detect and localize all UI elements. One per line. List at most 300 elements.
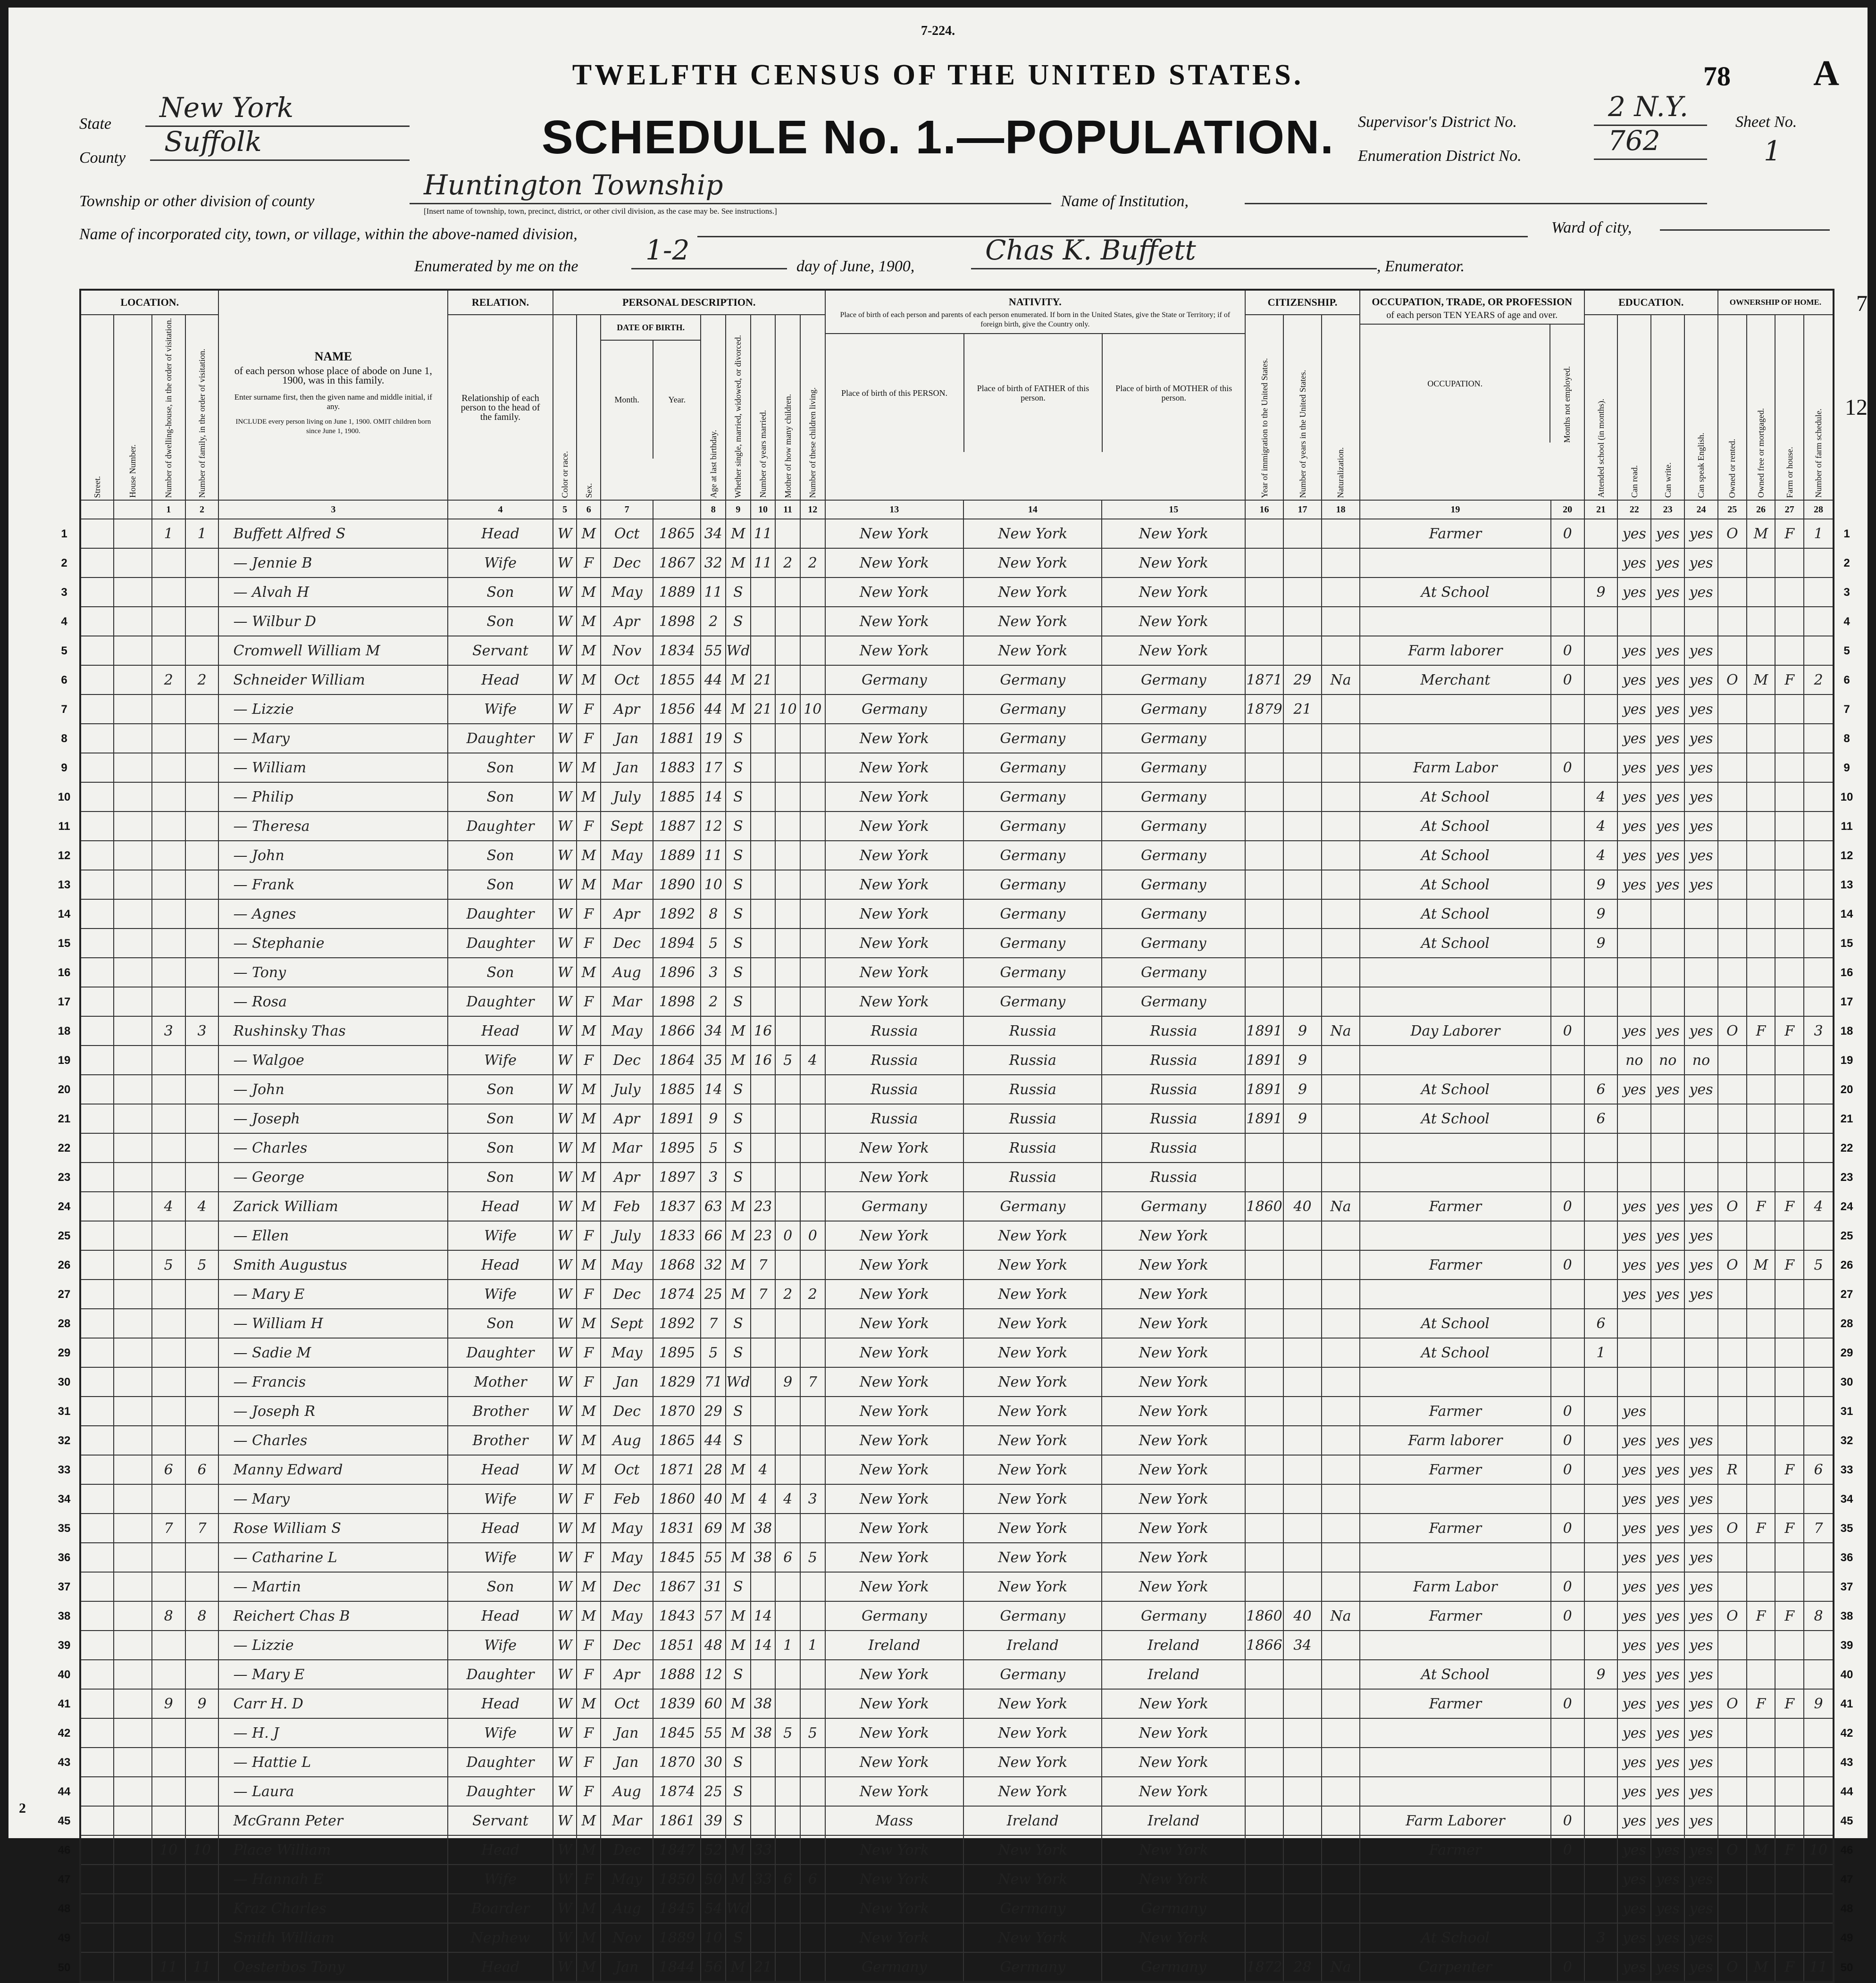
owned-rented-cell — [1718, 1806, 1747, 1835]
dwelling-cell: 4 — [152, 1192, 185, 1221]
birth-month-cell: Oct — [601, 1455, 653, 1484]
relation-cell: Daughter — [448, 987, 553, 1016]
age-cell: 25 — [701, 1280, 726, 1309]
census-row — [80, 1865, 1834, 1894]
name-cell: — Joseph — [218, 1104, 448, 1133]
speak-english-cell: yes — [1684, 1952, 1718, 1982]
farm-schedule-cell — [1804, 1806, 1834, 1835]
column-number: 2 — [185, 500, 219, 519]
birth-father-cell: New York — [963, 1543, 1102, 1572]
can-write-cell: yes — [1651, 1075, 1684, 1104]
line-number-right: 49 — [1840, 1932, 1853, 1945]
birth-father-cell: New York — [963, 1338, 1102, 1367]
occupation-cell — [1360, 1865, 1551, 1894]
naturalization-cell — [1322, 1923, 1360, 1952]
children-living-cell — [800, 753, 825, 782]
naturalization-cell: Na — [1322, 1952, 1360, 1982]
census-row — [80, 753, 1834, 782]
date-of-birth-header — [601, 315, 701, 500]
color-cell: W — [553, 1309, 577, 1338]
relation-cell: Daughter — [448, 929, 553, 958]
family-cell — [185, 1718, 219, 1748]
can-write-cell: yes — [1651, 1455, 1684, 1484]
birth-month-cell: Nov — [601, 1923, 653, 1952]
naturalization-cell — [1322, 1543, 1360, 1572]
birth-month-cell: Apr — [601, 899, 653, 929]
years-married-cell — [751, 1923, 776, 1952]
school-cell: 6 — [1584, 1309, 1618, 1338]
farm-house-cell — [1775, 1748, 1804, 1777]
mortgaged-cell — [1747, 1777, 1776, 1806]
color-cell: W — [553, 1631, 577, 1660]
line-number-left: 15 — [58, 937, 71, 950]
owned-rented-cell: O — [1718, 1192, 1747, 1221]
months-unemployed-cell: 0 — [1551, 1689, 1584, 1718]
birth-month-cell: Sept — [601, 812, 653, 841]
name-cell: — Stephanie — [218, 929, 448, 958]
naturalization-header — [1322, 315, 1360, 500]
speak-english-cell: yes — [1684, 1426, 1718, 1455]
school-cell — [1584, 1163, 1618, 1192]
dwelling-cell: 3 — [152, 1016, 185, 1046]
years-in-us-cell: 9 — [1283, 1104, 1322, 1133]
line-number-right: 24 — [1840, 1200, 1853, 1213]
name-header — [218, 290, 448, 500]
census-row — [80, 1748, 1834, 1777]
dwelling-cell — [152, 1397, 185, 1426]
birth-father-cell: Germany — [963, 987, 1102, 1016]
color-cell: W — [553, 607, 577, 636]
years-married-cell: 16 — [751, 1046, 776, 1075]
speak-english-cell: yes — [1684, 724, 1718, 753]
relation-cell: Son — [448, 1075, 553, 1104]
marital-cell: S — [726, 1748, 751, 1777]
occupation-cell: Farm Labor — [1360, 753, 1551, 782]
occupation-cell — [1360, 1484, 1551, 1514]
family-cell — [185, 1309, 219, 1338]
can-read-cell: yes — [1617, 1514, 1651, 1543]
farm-schedule-cell — [1804, 1104, 1834, 1133]
dwelling-cell — [152, 1426, 185, 1455]
speak-english-cell: yes — [1684, 1543, 1718, 1572]
children-living-cell — [800, 1338, 825, 1367]
line-number-right: 3 — [1843, 586, 1850, 599]
children-living-cell — [800, 870, 825, 899]
line-number-right: 10 — [1840, 791, 1853, 804]
enumerator-field — [971, 234, 1377, 269]
speak-english-cell: yes — [1684, 1660, 1718, 1689]
family-cell: 3 — [185, 1016, 219, 1046]
column-number: 25 — [1718, 500, 1747, 519]
school-cell — [1584, 1748, 1618, 1777]
age-cell: 12 — [701, 1660, 726, 1689]
marital-cell: M — [726, 1455, 751, 1484]
birth-year-cell: 1870 — [653, 1397, 701, 1426]
mortgaged-cell: M — [1747, 1250, 1776, 1280]
can-write-cell — [1651, 1133, 1684, 1163]
immigration-cell — [1245, 929, 1283, 958]
dwelling-cell: 10 — [152, 1835, 185, 1865]
birth-father-cell: New York — [963, 548, 1102, 577]
children-living-cell — [800, 1806, 825, 1835]
school-cell — [1584, 753, 1618, 782]
occupation-cell — [1360, 1280, 1551, 1309]
farm-house-cell: F — [1775, 1192, 1804, 1221]
school-cell — [1584, 1133, 1618, 1163]
school-cell — [1584, 1221, 1618, 1250]
line-number-left: 1 — [61, 527, 67, 541]
occupation-cell: Merchant — [1360, 665, 1551, 694]
children-living-cell — [800, 665, 825, 694]
census-row — [80, 987, 1834, 1016]
house-number-cell — [114, 1133, 152, 1163]
farm-schedule-cell: 2 — [1804, 665, 1834, 694]
immigration-cell — [1245, 1133, 1283, 1163]
age-cell: 71 — [701, 1367, 726, 1397]
birth-mother-cell: New York — [1102, 1426, 1245, 1455]
marital-cell: M — [726, 1250, 751, 1280]
family-cell — [185, 812, 219, 841]
years-in-us-cell — [1283, 1660, 1322, 1689]
age-cell: 40 — [701, 1484, 726, 1514]
occupation-cell — [1360, 694, 1551, 724]
mortgaged-cell: F — [1747, 1689, 1776, 1718]
house-number-cell — [114, 1250, 152, 1280]
mortgaged-cell: M — [1747, 665, 1776, 694]
speak-english-cell — [1684, 958, 1718, 987]
line-number-right: 38 — [1840, 1610, 1853, 1623]
house-number-cell — [114, 812, 152, 841]
mortgaged-cell — [1747, 812, 1776, 841]
color-cell: W — [553, 1718, 577, 1748]
name-cell: — Tony — [218, 958, 448, 987]
farm-schedule-cell — [1804, 577, 1834, 607]
name-cell: — Mary E — [218, 1280, 448, 1309]
mother-of-cell — [775, 519, 800, 548]
school-cell: 9 — [1584, 577, 1618, 607]
column-number — [114, 500, 152, 519]
column-number — [653, 500, 701, 519]
immigration-cell: 1871 — [1245, 665, 1283, 694]
dwelling-cell — [152, 870, 185, 899]
birth-mother-cell: Germany — [1102, 665, 1245, 694]
months-unemployed-cell — [1551, 1748, 1584, 1777]
line-number-left: 45 — [58, 1815, 71, 1828]
naturalization-cell — [1322, 929, 1360, 958]
census-sheet — [8, 8, 1868, 1975]
mortgaged-cell: M — [1747, 1835, 1776, 1865]
years-in-us-cell — [1283, 1718, 1322, 1748]
children-living-cell — [800, 1952, 825, 1982]
naturalization-cell — [1322, 1514, 1360, 1543]
street-cell — [80, 958, 114, 987]
mother-of-cell — [775, 1250, 800, 1280]
age-cell: 32 — [701, 548, 726, 577]
name-cell: Smith William — [218, 1923, 448, 1952]
owned-rented-cell — [1718, 1367, 1747, 1397]
occupation-cell: Day Laborer — [1360, 1016, 1551, 1046]
line-number-right: 31 — [1840, 1405, 1853, 1418]
speak-english-cell: yes — [1684, 1894, 1718, 1923]
family-cell — [185, 1894, 219, 1923]
birth-mother-cell: New York — [1102, 577, 1245, 607]
line-number-left: 41 — [58, 1698, 71, 1711]
birth-month-cell: Apr — [601, 607, 653, 636]
can-write-cell: yes — [1651, 665, 1684, 694]
occupation-cell: Farmer — [1360, 1835, 1551, 1865]
census-row — [80, 548, 1834, 577]
years-in-us-cell: 9 — [1283, 1075, 1322, 1104]
birth-year-cell: 1871 — [653, 1455, 701, 1484]
street-cell — [80, 1835, 114, 1865]
family-cell: 11 — [185, 1952, 219, 1982]
immigration-cell: 1891 — [1245, 1016, 1283, 1046]
census-row — [80, 1835, 1834, 1865]
mother-of-cell — [775, 753, 800, 782]
birth-mother-cell: Germany — [1102, 870, 1245, 899]
years-married-cell: 38 — [751, 1514, 776, 1543]
owned-rented-cell: O — [1718, 1514, 1747, 1543]
years-married-cell: 23 — [751, 1192, 776, 1221]
birth-person-cell: Russia — [825, 1104, 963, 1133]
birth-person-cell: New York — [825, 870, 963, 899]
birth-father-cell: New York — [963, 1865, 1102, 1894]
line-number-right: 16 — [1840, 966, 1853, 979]
relation-cell: Son — [448, 1163, 553, 1192]
can-read-cell — [1617, 899, 1651, 929]
sheet-page-number: 78 — [1703, 61, 1731, 92]
children-living-cell — [800, 1309, 825, 1338]
mother-of-cell — [775, 1835, 800, 1865]
owned-rented-cell: O — [1718, 665, 1747, 694]
line-number-left: 11 — [58, 820, 70, 833]
birth-year-cell: 1856 — [653, 694, 701, 724]
sex-cell: F — [577, 812, 601, 841]
enumeration-label: Enumeration District No. — [1358, 147, 1522, 165]
sex-label: Sex. — [584, 483, 594, 498]
dwelling-cell — [152, 724, 185, 753]
mother-of-cell — [775, 1514, 800, 1543]
years-married-cell — [751, 724, 776, 753]
column-number: 1 — [152, 500, 185, 519]
farm-house-cell — [1775, 1075, 1804, 1104]
line-number-left: 14 — [58, 908, 71, 921]
can-write-label: Can write. — [1663, 462, 1673, 498]
street-cell — [80, 1894, 114, 1923]
birth-year-cell: 1896 — [653, 958, 701, 987]
birth-father-cell: Ireland — [963, 1631, 1102, 1660]
line-number-left: 20 — [58, 1083, 71, 1096]
house-number-cell — [114, 1718, 152, 1748]
dwelling-cell — [152, 694, 185, 724]
census-row — [80, 1484, 1834, 1514]
birth-father-cell: New York — [963, 1280, 1102, 1309]
farm-schedule-cell — [1804, 1426, 1834, 1455]
years-in-us-cell — [1283, 1367, 1322, 1397]
family-cell — [185, 958, 219, 987]
farm-house-cell — [1775, 1806, 1804, 1835]
column-number: 7 — [601, 500, 653, 519]
occupation-title: OCCUPATION, TRADE, OR PROFESSION — [1372, 296, 1573, 308]
mortgaged-cell — [1747, 694, 1776, 724]
street-cell — [80, 1865, 114, 1894]
owned-rented-cell — [1718, 1484, 1747, 1514]
years-in-us-cell — [1283, 812, 1322, 841]
color-cell: W — [553, 1660, 577, 1689]
farm-house-cell: F — [1775, 1952, 1804, 1982]
birth-year-cell: 1867 — [653, 1572, 701, 1601]
farm-schedule-cell — [1804, 1484, 1834, 1514]
color-cell: W — [553, 1133, 577, 1163]
farm-schedule-cell — [1804, 929, 1834, 958]
mother-of-cell — [775, 1309, 800, 1338]
owned-rented-cell — [1718, 1163, 1747, 1192]
house-number-cell — [114, 1280, 152, 1309]
naturalization-cell — [1322, 1046, 1360, 1075]
mortgaged-cell — [1747, 1543, 1776, 1572]
color-header — [553, 315, 577, 500]
school-cell — [1584, 1250, 1618, 1280]
naturalization-cell — [1322, 841, 1360, 870]
marital-cell: M — [726, 1865, 751, 1894]
farm-schedule-cell — [1804, 987, 1834, 1016]
census-row — [80, 1806, 1834, 1835]
can-read-cell — [1617, 958, 1651, 987]
mother-of-cell — [775, 1601, 800, 1631]
sex-cell: M — [577, 1572, 601, 1601]
sex-cell: M — [577, 665, 601, 694]
line-number-right: 6 — [1843, 674, 1850, 687]
owned-rented-cell — [1718, 1543, 1747, 1572]
immigration-cell — [1245, 1894, 1283, 1923]
school-cell — [1584, 1192, 1618, 1221]
naturalization-cell: Na — [1322, 1601, 1360, 1631]
years-married-cell — [751, 577, 776, 607]
naturalization-cell — [1322, 1484, 1360, 1514]
months-unemployed-cell — [1551, 1777, 1584, 1806]
sex-cell: F — [577, 1865, 601, 1894]
farm-house-cell — [1775, 1865, 1804, 1894]
name-cell: Carr H. D — [218, 1689, 448, 1718]
family-cell — [185, 1572, 219, 1601]
years-married-cell — [751, 929, 776, 958]
name-cell: — Mary E — [218, 1660, 448, 1689]
line-number-right: 35 — [1840, 1522, 1853, 1535]
speak-english-cell — [1684, 1104, 1718, 1133]
relation-cell: Wife — [448, 1280, 553, 1309]
color-cell: W — [553, 1806, 577, 1835]
immigration-cell — [1245, 1689, 1283, 1718]
speak-english-cell: yes — [1684, 1865, 1718, 1894]
mortgaged-cell — [1747, 607, 1776, 636]
birth-person-cell: New York — [825, 1894, 963, 1923]
naturalization-cell — [1322, 548, 1360, 577]
dwelling-cell: 8 — [152, 1601, 185, 1631]
house-number-cell — [114, 548, 152, 577]
family-cell — [185, 1046, 219, 1075]
marital-cell: S — [726, 1426, 751, 1455]
can-write-cell — [1651, 1104, 1684, 1133]
dwelling-cell — [152, 1104, 185, 1133]
owned-rented-cell — [1718, 1397, 1747, 1426]
occupation-cell: At School — [1360, 1104, 1551, 1133]
speak-english-cell: yes — [1684, 1923, 1718, 1952]
can-write-cell — [1651, 607, 1684, 636]
birth-father-cell: Russia — [963, 1075, 1102, 1104]
line-number-left: 17 — [58, 996, 71, 1009]
years-married-cell — [751, 1309, 776, 1338]
naturalization-cell — [1322, 519, 1360, 548]
birth-year-cell: 1892 — [653, 1309, 701, 1338]
column-number: 17 — [1283, 500, 1322, 519]
mortgaged-cell: F — [1747, 1514, 1776, 1543]
ward-label: Ward of city, — [1551, 219, 1632, 236]
mother-of-cell: 6 — [775, 1543, 800, 1572]
owned-rented-cell — [1718, 1631, 1747, 1660]
dwelling-cell — [152, 1163, 185, 1192]
birth-person-cell: New York — [825, 1397, 963, 1426]
census-row — [80, 1163, 1834, 1192]
naturalization-cell — [1322, 1835, 1360, 1865]
census-row — [80, 1689, 1834, 1718]
birth-month-cell: Jan — [601, 753, 653, 782]
dwelling-cell: 6 — [152, 1455, 185, 1484]
marital-cell: M — [726, 1280, 751, 1309]
relation-cell: Brother — [448, 1426, 553, 1455]
mortgaged-cell — [1747, 1397, 1776, 1426]
birth-year-cell: 1895 — [653, 1133, 701, 1163]
farm-schedule-cell — [1804, 1367, 1834, 1397]
mortgaged-cell — [1747, 1133, 1776, 1163]
owned-rented-cell — [1718, 1338, 1747, 1367]
months-unemployed-cell: 0 — [1551, 636, 1584, 665]
birth-father-header: Place of birth of FATHER of this person. — [964, 334, 1103, 452]
marital-cell: M — [726, 1046, 751, 1075]
birth-person-cell: New York — [825, 929, 963, 958]
naturalization-cell — [1322, 1426, 1360, 1455]
street-cell — [80, 753, 114, 782]
marital-cell: S — [726, 929, 751, 958]
relation-cell: Wife — [448, 548, 553, 577]
city-label: Name of incorporated city, town, or village, within the above-named division, — [79, 226, 578, 243]
farm-house-cell — [1775, 1660, 1804, 1689]
years-married-cell — [751, 870, 776, 899]
farm-house-cell — [1775, 1543, 1804, 1572]
years-married-cell: 4 — [751, 1455, 776, 1484]
color-cell: W — [553, 899, 577, 929]
can-read-cell: yes — [1617, 1221, 1651, 1250]
can-read-cell — [1617, 1367, 1651, 1397]
street-cell — [80, 694, 114, 724]
sheet-label: Sheet No. — [1735, 113, 1797, 131]
birth-father-cell: New York — [963, 1397, 1102, 1426]
name-cell: McGrann Peter — [218, 1806, 448, 1835]
immigration-cell — [1245, 577, 1283, 607]
can-write-cell — [1651, 1338, 1684, 1367]
farm-schedule-cell — [1804, 1894, 1834, 1923]
birth-mother-cell: New York — [1102, 1250, 1245, 1280]
age-cell: 14 — [701, 782, 726, 812]
census-row — [80, 958, 1834, 987]
house-number-cell — [114, 929, 152, 958]
marital-cell: S — [726, 1163, 751, 1192]
marital-cell: S — [726, 1075, 751, 1104]
census-row — [80, 1426, 1834, 1455]
dwelling-cell: 9 — [152, 1689, 185, 1718]
line-number-left: 18 — [58, 1025, 71, 1038]
census-row — [80, 694, 1834, 724]
line-number-left: 34 — [58, 1493, 71, 1506]
